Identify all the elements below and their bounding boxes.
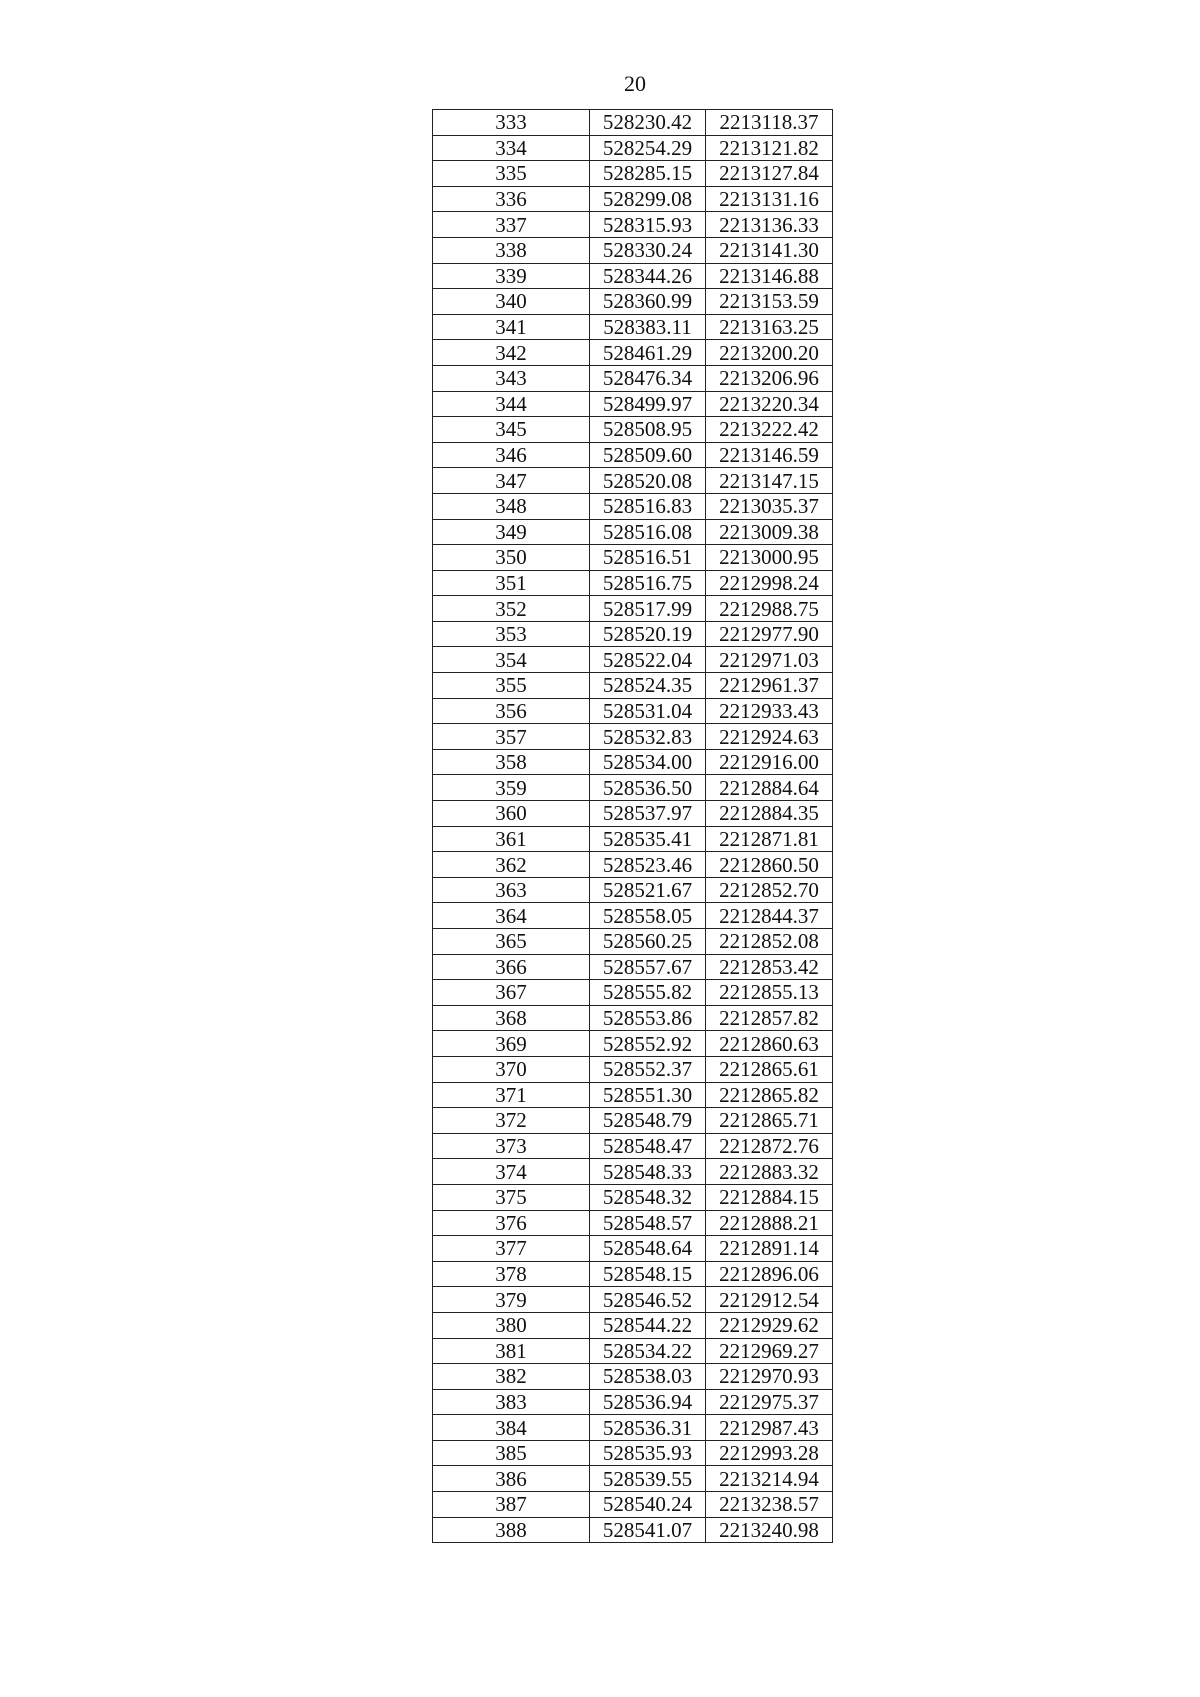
y-coordinate-cell: 2212924.63 — [706, 724, 833, 750]
y-coordinate-cell: 2212916.00 — [706, 749, 833, 775]
y-coordinate-cell: 2212988.75 — [706, 596, 833, 622]
table-row — [433, 647, 833, 673]
x-coordinate-cell: 528517.99 — [590, 596, 706, 622]
y-coordinate-cell: 2213121.82 — [706, 135, 833, 161]
x-coordinate-cell: 528544.22 — [590, 1312, 706, 1338]
point-number-cell: 379 — [433, 1287, 590, 1313]
x-coordinate-cell: 528537.97 — [590, 801, 706, 827]
table-row — [433, 724, 833, 750]
point-number-cell: 338 — [433, 237, 590, 263]
point-number-cell: 351 — [433, 570, 590, 596]
x-coordinate-cell: 528555.82 — [590, 980, 706, 1006]
table-row — [433, 186, 833, 212]
table-row — [433, 1210, 833, 1236]
y-coordinate-cell: 2212852.70 — [706, 877, 833, 903]
point-number-cell: 359 — [433, 775, 590, 801]
table-row — [433, 1312, 833, 1338]
table-row — [433, 1236, 833, 1262]
point-number-cell: 339 — [433, 263, 590, 289]
point-number-cell: 355 — [433, 673, 590, 699]
point-number-cell: 346 — [433, 442, 590, 468]
x-coordinate-cell: 528548.79 — [590, 1108, 706, 1134]
point-number-cell: 356 — [433, 698, 590, 724]
table-row — [433, 1133, 833, 1159]
x-coordinate-cell: 528521.67 — [590, 877, 706, 903]
y-coordinate-cell: 2212872.76 — [706, 1133, 833, 1159]
table-row — [433, 417, 833, 443]
point-number-cell: 360 — [433, 801, 590, 827]
y-coordinate-cell: 2212860.50 — [706, 852, 833, 878]
y-coordinate-cell: 2212871.81 — [706, 826, 833, 852]
y-coordinate-cell: 2212977.90 — [706, 621, 833, 647]
x-coordinate-cell: 528538.03 — [590, 1364, 706, 1390]
point-number-cell: 371 — [433, 1082, 590, 1108]
x-coordinate-cell: 528524.35 — [590, 673, 706, 699]
table-row — [433, 468, 833, 494]
point-number-cell: 354 — [433, 647, 590, 673]
y-coordinate-cell: 2212912.54 — [706, 1287, 833, 1313]
y-coordinate-cell: 2213222.42 — [706, 417, 833, 443]
table-row — [433, 135, 833, 161]
table-row — [433, 340, 833, 366]
x-coordinate-cell: 528539.55 — [590, 1466, 706, 1492]
y-coordinate-cell: 2212970.93 — [706, 1364, 833, 1390]
x-coordinate-cell: 528560.25 — [590, 929, 706, 955]
y-coordinate-cell: 2213000.95 — [706, 545, 833, 571]
table-row — [433, 980, 833, 1006]
y-coordinate-cell: 2213009.38 — [706, 519, 833, 545]
table-row — [433, 826, 833, 852]
table-row — [433, 1440, 833, 1466]
y-coordinate-cell: 2212888.21 — [706, 1210, 833, 1236]
point-number-cell: 342 — [433, 340, 590, 366]
y-coordinate-cell: 2212857.82 — [706, 1005, 833, 1031]
table-row — [433, 1389, 833, 1415]
table-row — [433, 1082, 833, 1108]
table-row — [433, 161, 833, 187]
x-coordinate-cell: 528553.86 — [590, 1005, 706, 1031]
table-row — [433, 289, 833, 315]
point-number-cell: 368 — [433, 1005, 590, 1031]
coordinate-table — [432, 109, 833, 1543]
point-number-cell: 364 — [433, 903, 590, 929]
table-row — [433, 110, 833, 136]
y-coordinate-cell: 2213141.30 — [706, 237, 833, 263]
point-number-cell: 367 — [433, 980, 590, 1006]
point-number-cell: 349 — [433, 519, 590, 545]
x-coordinate-cell: 528546.52 — [590, 1287, 706, 1313]
x-coordinate-cell: 528508.95 — [590, 417, 706, 443]
x-coordinate-cell: 528548.32 — [590, 1184, 706, 1210]
y-coordinate-cell: 2213127.84 — [706, 161, 833, 187]
x-coordinate-cell: 528540.24 — [590, 1492, 706, 1518]
point-number-cell: 350 — [433, 545, 590, 571]
x-coordinate-cell: 528536.94 — [590, 1389, 706, 1415]
table-row — [433, 1031, 833, 1057]
y-coordinate-cell: 2213220.34 — [706, 391, 833, 417]
page-number: 20 — [624, 71, 646, 96]
point-number-cell: 337 — [433, 212, 590, 238]
point-number-cell: 333 — [433, 110, 590, 136]
y-coordinate-cell: 2212933.43 — [706, 698, 833, 724]
table-row — [433, 698, 833, 724]
x-coordinate-cell: 528551.30 — [590, 1082, 706, 1108]
x-coordinate-cell: 528516.08 — [590, 519, 706, 545]
table-row — [433, 1159, 833, 1185]
point-number-cell: 385 — [433, 1440, 590, 1466]
point-number-cell: 363 — [433, 877, 590, 903]
y-coordinate-cell: 2212852.08 — [706, 929, 833, 955]
x-coordinate-cell: 528476.34 — [590, 365, 706, 391]
x-coordinate-cell: 528536.50 — [590, 775, 706, 801]
x-coordinate-cell: 528552.37 — [590, 1056, 706, 1082]
x-coordinate-cell: 528520.08 — [590, 468, 706, 494]
y-coordinate-cell: 2213131.16 — [706, 186, 833, 212]
y-coordinate-cell: 2213146.59 — [706, 442, 833, 468]
x-coordinate-cell: 528516.51 — [590, 545, 706, 571]
table-row — [433, 1415, 833, 1441]
point-number-cell: 353 — [433, 621, 590, 647]
point-number-cell: 336 — [433, 186, 590, 212]
x-coordinate-cell: 528531.04 — [590, 698, 706, 724]
x-coordinate-cell: 528516.83 — [590, 493, 706, 519]
y-coordinate-cell: 2213118.37 — [706, 110, 833, 136]
point-number-cell: 384 — [433, 1415, 590, 1441]
table-row — [433, 775, 833, 801]
table-row — [433, 1287, 833, 1313]
point-number-cell: 372 — [433, 1108, 590, 1134]
table-row — [433, 801, 833, 827]
point-number-cell: 383 — [433, 1389, 590, 1415]
table-row — [433, 1261, 833, 1287]
point-number-cell: 377 — [433, 1236, 590, 1262]
x-coordinate-cell: 528315.93 — [590, 212, 706, 238]
point-number-cell: 370 — [433, 1056, 590, 1082]
x-coordinate-cell: 528548.15 — [590, 1261, 706, 1287]
y-coordinate-cell: 2212883.32 — [706, 1159, 833, 1185]
table-row — [433, 1338, 833, 1364]
y-coordinate-cell: 2213163.25 — [706, 314, 833, 340]
y-coordinate-cell: 2213238.57 — [706, 1492, 833, 1518]
table-row — [433, 212, 833, 238]
y-coordinate-cell: 2213206.96 — [706, 365, 833, 391]
point-number-cell: 347 — [433, 468, 590, 494]
point-number-cell: 345 — [433, 417, 590, 443]
y-coordinate-cell: 2212961.37 — [706, 673, 833, 699]
table-row — [433, 442, 833, 468]
x-coordinate-cell: 528548.47 — [590, 1133, 706, 1159]
point-number-cell: 358 — [433, 749, 590, 775]
point-number-cell: 374 — [433, 1159, 590, 1185]
table-row — [433, 237, 833, 263]
point-number-cell: 341 — [433, 314, 590, 340]
table-row — [433, 1184, 833, 1210]
y-coordinate-cell: 2212891.14 — [706, 1236, 833, 1262]
x-coordinate-cell: 528520.19 — [590, 621, 706, 647]
y-coordinate-cell: 2213214.94 — [706, 1466, 833, 1492]
point-number-cell: 366 — [433, 954, 590, 980]
table-row — [433, 749, 833, 775]
point-number-cell: 348 — [433, 493, 590, 519]
x-coordinate-cell: 528535.41 — [590, 826, 706, 852]
table-row — [433, 877, 833, 903]
point-number-cell: 382 — [433, 1364, 590, 1390]
y-coordinate-cell: 2212853.42 — [706, 954, 833, 980]
table-row — [433, 314, 833, 340]
x-coordinate-cell: 528532.83 — [590, 724, 706, 750]
y-coordinate-cell: 2213153.59 — [706, 289, 833, 315]
y-coordinate-cell: 2212971.03 — [706, 647, 833, 673]
x-coordinate-cell: 528230.42 — [590, 110, 706, 136]
y-coordinate-cell: 2213146.88 — [706, 263, 833, 289]
point-number-cell: 373 — [433, 1133, 590, 1159]
table-row — [433, 263, 833, 289]
y-coordinate-cell: 2213147.15 — [706, 468, 833, 494]
x-coordinate-cell: 528548.57 — [590, 1210, 706, 1236]
table-row — [433, 519, 833, 545]
x-coordinate-cell: 528285.15 — [590, 161, 706, 187]
y-coordinate-cell: 2212998.24 — [706, 570, 833, 596]
table-row — [433, 365, 833, 391]
coordinate-table-body — [433, 110, 833, 1543]
point-number-cell: 352 — [433, 596, 590, 622]
point-number-cell: 387 — [433, 1492, 590, 1518]
point-number-cell: 334 — [433, 135, 590, 161]
y-coordinate-cell: 2212884.15 — [706, 1184, 833, 1210]
point-number-cell: 388 — [433, 1517, 590, 1543]
x-coordinate-cell: 528534.00 — [590, 749, 706, 775]
point-number-cell: 344 — [433, 391, 590, 417]
x-coordinate-cell: 528552.92 — [590, 1031, 706, 1057]
table-row — [433, 852, 833, 878]
table-row — [433, 1364, 833, 1390]
x-coordinate-cell: 528523.46 — [590, 852, 706, 878]
x-coordinate-cell: 528461.29 — [590, 340, 706, 366]
x-coordinate-cell: 528344.26 — [590, 263, 706, 289]
y-coordinate-cell: 2212855.13 — [706, 980, 833, 1006]
y-coordinate-cell: 2212844.37 — [706, 903, 833, 929]
x-coordinate-cell: 528516.75 — [590, 570, 706, 596]
y-coordinate-cell: 2212884.35 — [706, 801, 833, 827]
y-coordinate-cell: 2213035.37 — [706, 493, 833, 519]
table-row — [433, 1005, 833, 1031]
point-number-cell: 369 — [433, 1031, 590, 1057]
x-coordinate-cell: 528541.07 — [590, 1517, 706, 1543]
x-coordinate-cell: 528534.22 — [590, 1338, 706, 1364]
x-coordinate-cell: 528558.05 — [590, 903, 706, 929]
x-coordinate-cell: 528557.67 — [590, 954, 706, 980]
table-row — [433, 621, 833, 647]
y-coordinate-cell: 2213240.98 — [706, 1517, 833, 1543]
y-coordinate-cell: 2212865.61 — [706, 1056, 833, 1082]
table-row — [433, 1108, 833, 1134]
y-coordinate-cell: 2212993.28 — [706, 1440, 833, 1466]
point-number-cell: 386 — [433, 1466, 590, 1492]
table-row — [433, 596, 833, 622]
y-coordinate-cell: 2212975.37 — [706, 1389, 833, 1415]
y-coordinate-cell: 2213136.33 — [706, 212, 833, 238]
point-number-cell: 365 — [433, 929, 590, 955]
x-coordinate-cell: 528383.11 — [590, 314, 706, 340]
x-coordinate-cell: 528522.04 — [590, 647, 706, 673]
x-coordinate-cell: 528299.08 — [590, 186, 706, 212]
point-number-cell: 376 — [433, 1210, 590, 1236]
table-row — [433, 1492, 833, 1518]
x-coordinate-cell: 528536.31 — [590, 1415, 706, 1441]
table-row — [433, 545, 833, 571]
table-row — [433, 929, 833, 955]
x-coordinate-cell: 528535.93 — [590, 1440, 706, 1466]
table-row — [433, 493, 833, 519]
point-number-cell: 361 — [433, 826, 590, 852]
y-coordinate-cell: 2212896.06 — [706, 1261, 833, 1287]
y-coordinate-cell: 2213200.20 — [706, 340, 833, 366]
point-number-cell: 375 — [433, 1184, 590, 1210]
table-row — [433, 954, 833, 980]
y-coordinate-cell: 2212929.62 — [706, 1312, 833, 1338]
table-row — [433, 1056, 833, 1082]
y-coordinate-cell: 2212860.63 — [706, 1031, 833, 1057]
y-coordinate-cell: 2212987.43 — [706, 1415, 833, 1441]
y-coordinate-cell: 2212884.64 — [706, 775, 833, 801]
point-number-cell: 378 — [433, 1261, 590, 1287]
y-coordinate-cell: 2212969.27 — [706, 1338, 833, 1364]
point-number-cell: 340 — [433, 289, 590, 315]
point-number-cell: 362 — [433, 852, 590, 878]
table-row — [433, 570, 833, 596]
x-coordinate-cell: 528330.24 — [590, 237, 706, 263]
point-number-cell: 381 — [433, 1338, 590, 1364]
x-coordinate-cell: 528548.64 — [590, 1236, 706, 1262]
x-coordinate-cell: 528360.99 — [590, 289, 706, 315]
x-coordinate-cell: 528254.29 — [590, 135, 706, 161]
y-coordinate-cell: 2212865.71 — [706, 1108, 833, 1134]
table-row — [433, 391, 833, 417]
table-row — [433, 673, 833, 699]
x-coordinate-cell: 528499.97 — [590, 391, 706, 417]
table-row — [433, 1466, 833, 1492]
point-number-cell: 343 — [433, 365, 590, 391]
table-row — [433, 903, 833, 929]
point-number-cell: 335 — [433, 161, 590, 187]
y-coordinate-cell: 2212865.82 — [706, 1082, 833, 1108]
x-coordinate-cell: 528548.33 — [590, 1159, 706, 1185]
point-number-cell: 380 — [433, 1312, 590, 1338]
point-number-cell: 357 — [433, 724, 590, 750]
table-row — [433, 1517, 833, 1543]
x-coordinate-cell: 528509.60 — [590, 442, 706, 468]
